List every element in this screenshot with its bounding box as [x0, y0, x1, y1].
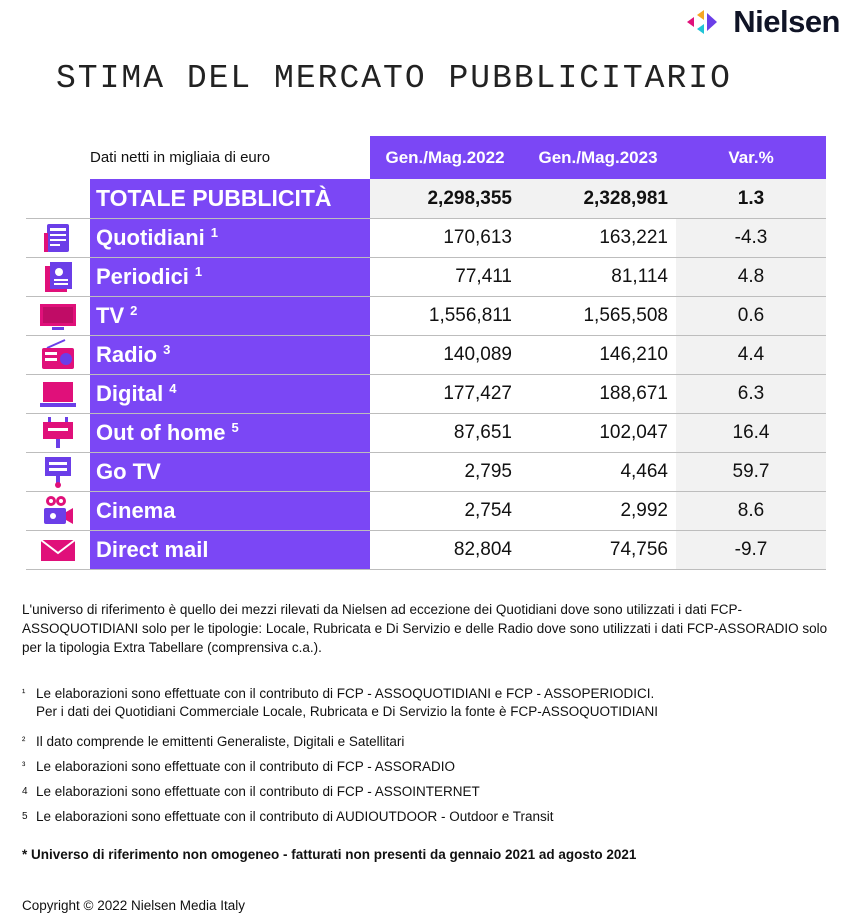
value-var: 4.4: [676, 336, 826, 374]
footnote-mark: ²: [22, 736, 26, 747]
value-2023: 2,328,981: [520, 179, 676, 218]
laptop-icon: [26, 375, 90, 413]
row-label-text: Out of home: [96, 420, 226, 445]
copyright: Copyright © 2022 Nielsen Media Italy: [22, 898, 246, 913]
footnote: [22, 808, 554, 826]
row-label: [90, 219, 370, 257]
footnote-ref: 5: [231, 419, 239, 435]
table-unit-note: Dati netti in migliaia di euro: [90, 149, 271, 166]
value-var: 16.4: [676, 414, 826, 452]
row-label: [90, 297, 370, 335]
value-2022: 77,411: [455, 266, 512, 287]
footnote-mark: ³: [22, 761, 26, 772]
value-var: 59.7: [676, 453, 826, 491]
row-label-text: Periodici: [96, 264, 189, 289]
footnote: [22, 758, 455, 776]
value-2022: 170,613: [443, 227, 512, 248]
table-row: [26, 413, 826, 452]
value-2023: 146,210: [599, 344, 668, 365]
value-2023: 81,114: [611, 266, 668, 287]
non-homogeneous-note: * Universo di riferimento non omogeneo - fatturati non presenti da gennaio 2021 ad agosto 2021: [22, 847, 637, 862]
value-2022: 2,795: [464, 461, 512, 482]
value-2022: 1,556,811: [428, 305, 512, 326]
value-2022: 87,651: [453, 422, 512, 443]
value-2022: 140,089: [443, 344, 512, 365]
footnote-text: Le elaborazioni sono effettuate con il contributo di FCP - ASSOQUOTIDIANI e FCP - ASSOPERIODICI.: [36, 686, 655, 701]
row-label-text: Cinema: [96, 498, 176, 523]
value-2023: 4,464: [620, 461, 668, 482]
footnote: [22, 733, 404, 751]
tv-icon: [26, 297, 90, 335]
value-var: -4.3: [676, 219, 826, 257]
universe-note: L'universo di riferimento è quello dei mezzi rilevati da Nielsen ad eccezione dei Quotidiani dove sono utilizzati i dati FCP-ASSOQUOTIDIANI solo per le tipologie: Locale, Rubricata e Di Servizio e delle Radio dove sono utilizzati i dati FCP-ASSORADIO solo per la tipologia Extra Tabellare (comprensiva c.a.).: [22, 602, 828, 655]
row-label: [90, 453, 370, 491]
table-row: [26, 374, 826, 413]
footnote-text: Le elaborazioni sono effettuate con il contributo di AUDIOUTDOOR - Outdoor e Transit: [36, 809, 554, 824]
row-label: [90, 531, 370, 569]
nielsen-logo-mark-icon: [685, 7, 725, 37]
nielsen-logo-text: Nielsen: [733, 4, 840, 39]
value-2022: 82,804: [453, 539, 512, 560]
footnote-text: Le elaborazioni sono effettuate con il contributo di FCP - ASSOINTERNET: [36, 784, 480, 799]
footnote-text: Per i dati dei Quotidiani Commerciale Locale, Rubricata e Di Servizio la fonte è FCP-ASSOQUOTIDIANI: [36, 704, 658, 719]
screen-stand-icon: [26, 453, 90, 491]
row-label: [90, 336, 370, 374]
page-title: STIMA DEL MERCATO PUBBLICITARIO: [56, 60, 732, 97]
row-label-text: TV: [96, 303, 125, 328]
table-row: [26, 335, 826, 374]
footnote-ref: 4: [169, 380, 177, 396]
row-label: [90, 414, 370, 452]
footnote-text: Il dato comprende le emittenti Generaliste, Digitali e Satellitari: [36, 734, 405, 749]
envelope-icon: [26, 531, 90, 569]
value-2023: 74,756: [609, 539, 668, 560]
row-label-text: Quotidiani: [96, 225, 205, 250]
row-label-text: Digital: [96, 381, 164, 406]
row-label-text: Radio: [96, 342, 158, 367]
value-2023: 1,565,508: [583, 305, 668, 326]
row-label: [90, 492, 370, 530]
value-2023: 2,992: [620, 500, 668, 521]
table-row: [26, 452, 826, 491]
value-var: -9.7: [676, 531, 826, 569]
value-2022: 2,754: [464, 500, 512, 521]
footnote-ref: 1: [194, 263, 203, 279]
value-2022: 2,298,355: [370, 179, 520, 218]
market-table: [26, 136, 826, 570]
radio-icon: [26, 336, 90, 374]
footnote-ref: 1: [210, 224, 218, 240]
table-row: [26, 491, 826, 530]
table-row: [26, 257, 826, 296]
table-row: [26, 530, 826, 570]
col-header-var: Var.%: [676, 136, 826, 179]
value-2023: 188,671: [599, 383, 668, 404]
footnote-mark: ¹: [22, 688, 26, 699]
nielsen-logo: [685, 4, 840, 40]
footnote-ref: 2: [130, 302, 138, 318]
value-2023: 102,047: [599, 422, 668, 443]
table-row: [26, 296, 826, 335]
table-header: [26, 136, 826, 179]
billboard-icon: [26, 414, 90, 452]
value-var: 6.3: [676, 375, 826, 413]
value-2023: 163,221: [599, 227, 668, 248]
col-header-2023: Gen./Mag.2023: [520, 136, 676, 179]
row-label: [90, 258, 370, 296]
row-label-text: Direct mail: [96, 537, 209, 562]
row-label-text: Go TV: [96, 459, 161, 484]
newspaper-icon: [26, 219, 90, 257]
col-header-2022: Gen./Mag.2022: [370, 136, 520, 179]
footnote-ref: 3: [163, 341, 171, 357]
row-label: [90, 375, 370, 413]
value-var: 0.6: [676, 297, 826, 335]
footnote: [22, 783, 480, 801]
value-var: 1.3: [676, 179, 826, 218]
row-label: TOTALE PUBBLICITÀ: [90, 179, 370, 218]
footnote-mark: 4: [22, 786, 28, 797]
value-var: 4.8: [676, 258, 826, 296]
table-row-total: [26, 179, 826, 218]
table-row: [26, 218, 826, 257]
value-2022: 177,427: [443, 383, 512, 404]
footnote-text: Le elaborazioni sono effettuate con il contributo di FCP - ASSORADIO: [36, 759, 455, 774]
magazine-icon: [26, 258, 90, 296]
value-var: 8.6: [676, 492, 826, 530]
footnote-mark: 5: [22, 811, 28, 822]
camera-icon: [26, 492, 90, 530]
footnote: [22, 685, 658, 721]
